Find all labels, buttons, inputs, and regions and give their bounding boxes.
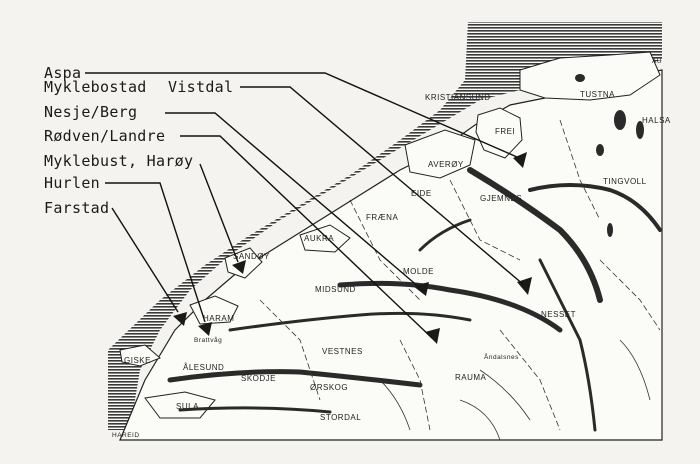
place-averoy: AVERØY xyxy=(428,160,464,169)
place-halsa: HALSA xyxy=(642,116,671,125)
place-sandoy: SANDØY xyxy=(233,252,270,261)
place-orskog: ØRSKOG xyxy=(310,383,349,392)
place-aure: AU xyxy=(652,58,663,65)
place-midsund: MIDSUND xyxy=(315,285,356,294)
place-sula: SULA xyxy=(176,402,199,411)
place-andalsnes: Åndalsnes xyxy=(484,354,519,361)
place-giske: GISKE xyxy=(124,356,151,365)
place-alesund: ÅLESUND xyxy=(183,363,225,372)
label-vistdal: Vistdal xyxy=(168,78,234,96)
place-hareid: HAREID xyxy=(112,432,140,439)
place-frana: FRÆNA xyxy=(366,213,399,222)
place-kristiansund: KRISTIANSUND xyxy=(425,93,491,102)
label-aspa: Aspa xyxy=(44,64,82,82)
place-haram: HARAM xyxy=(203,314,235,323)
label-myklebostad: Myklebostad xyxy=(44,78,147,96)
label-farstad: Farstad xyxy=(44,199,110,217)
label-nesje-berg: Nesje/Berg xyxy=(44,103,138,121)
place-frei: FREI xyxy=(495,127,516,136)
place-rauma: RAUMA xyxy=(455,373,487,382)
place-tingvoll: TINGVOLL xyxy=(603,177,647,186)
place-gjemnes: GJEMNES xyxy=(480,194,523,203)
place-tustna: TUSTNA xyxy=(580,90,615,99)
place-nesset: NESSET xyxy=(541,310,577,319)
place-molde: MOLDE xyxy=(403,267,434,276)
place-eide: EIDE xyxy=(411,189,432,198)
place-skodje: SKODJE xyxy=(241,374,277,383)
label-hurlen: Hurlen xyxy=(44,174,100,192)
label-myklebust-haroy: Myklebust, Harøy xyxy=(44,152,194,170)
place-vestnes: VESTNES xyxy=(322,347,363,356)
label-rodven-landre: Rødven/Landre xyxy=(44,127,166,145)
place-aukra: AUKRA xyxy=(304,234,335,243)
place-brattvag: Brattvåg xyxy=(194,337,223,344)
place-stordal: STORDAL xyxy=(320,413,362,422)
